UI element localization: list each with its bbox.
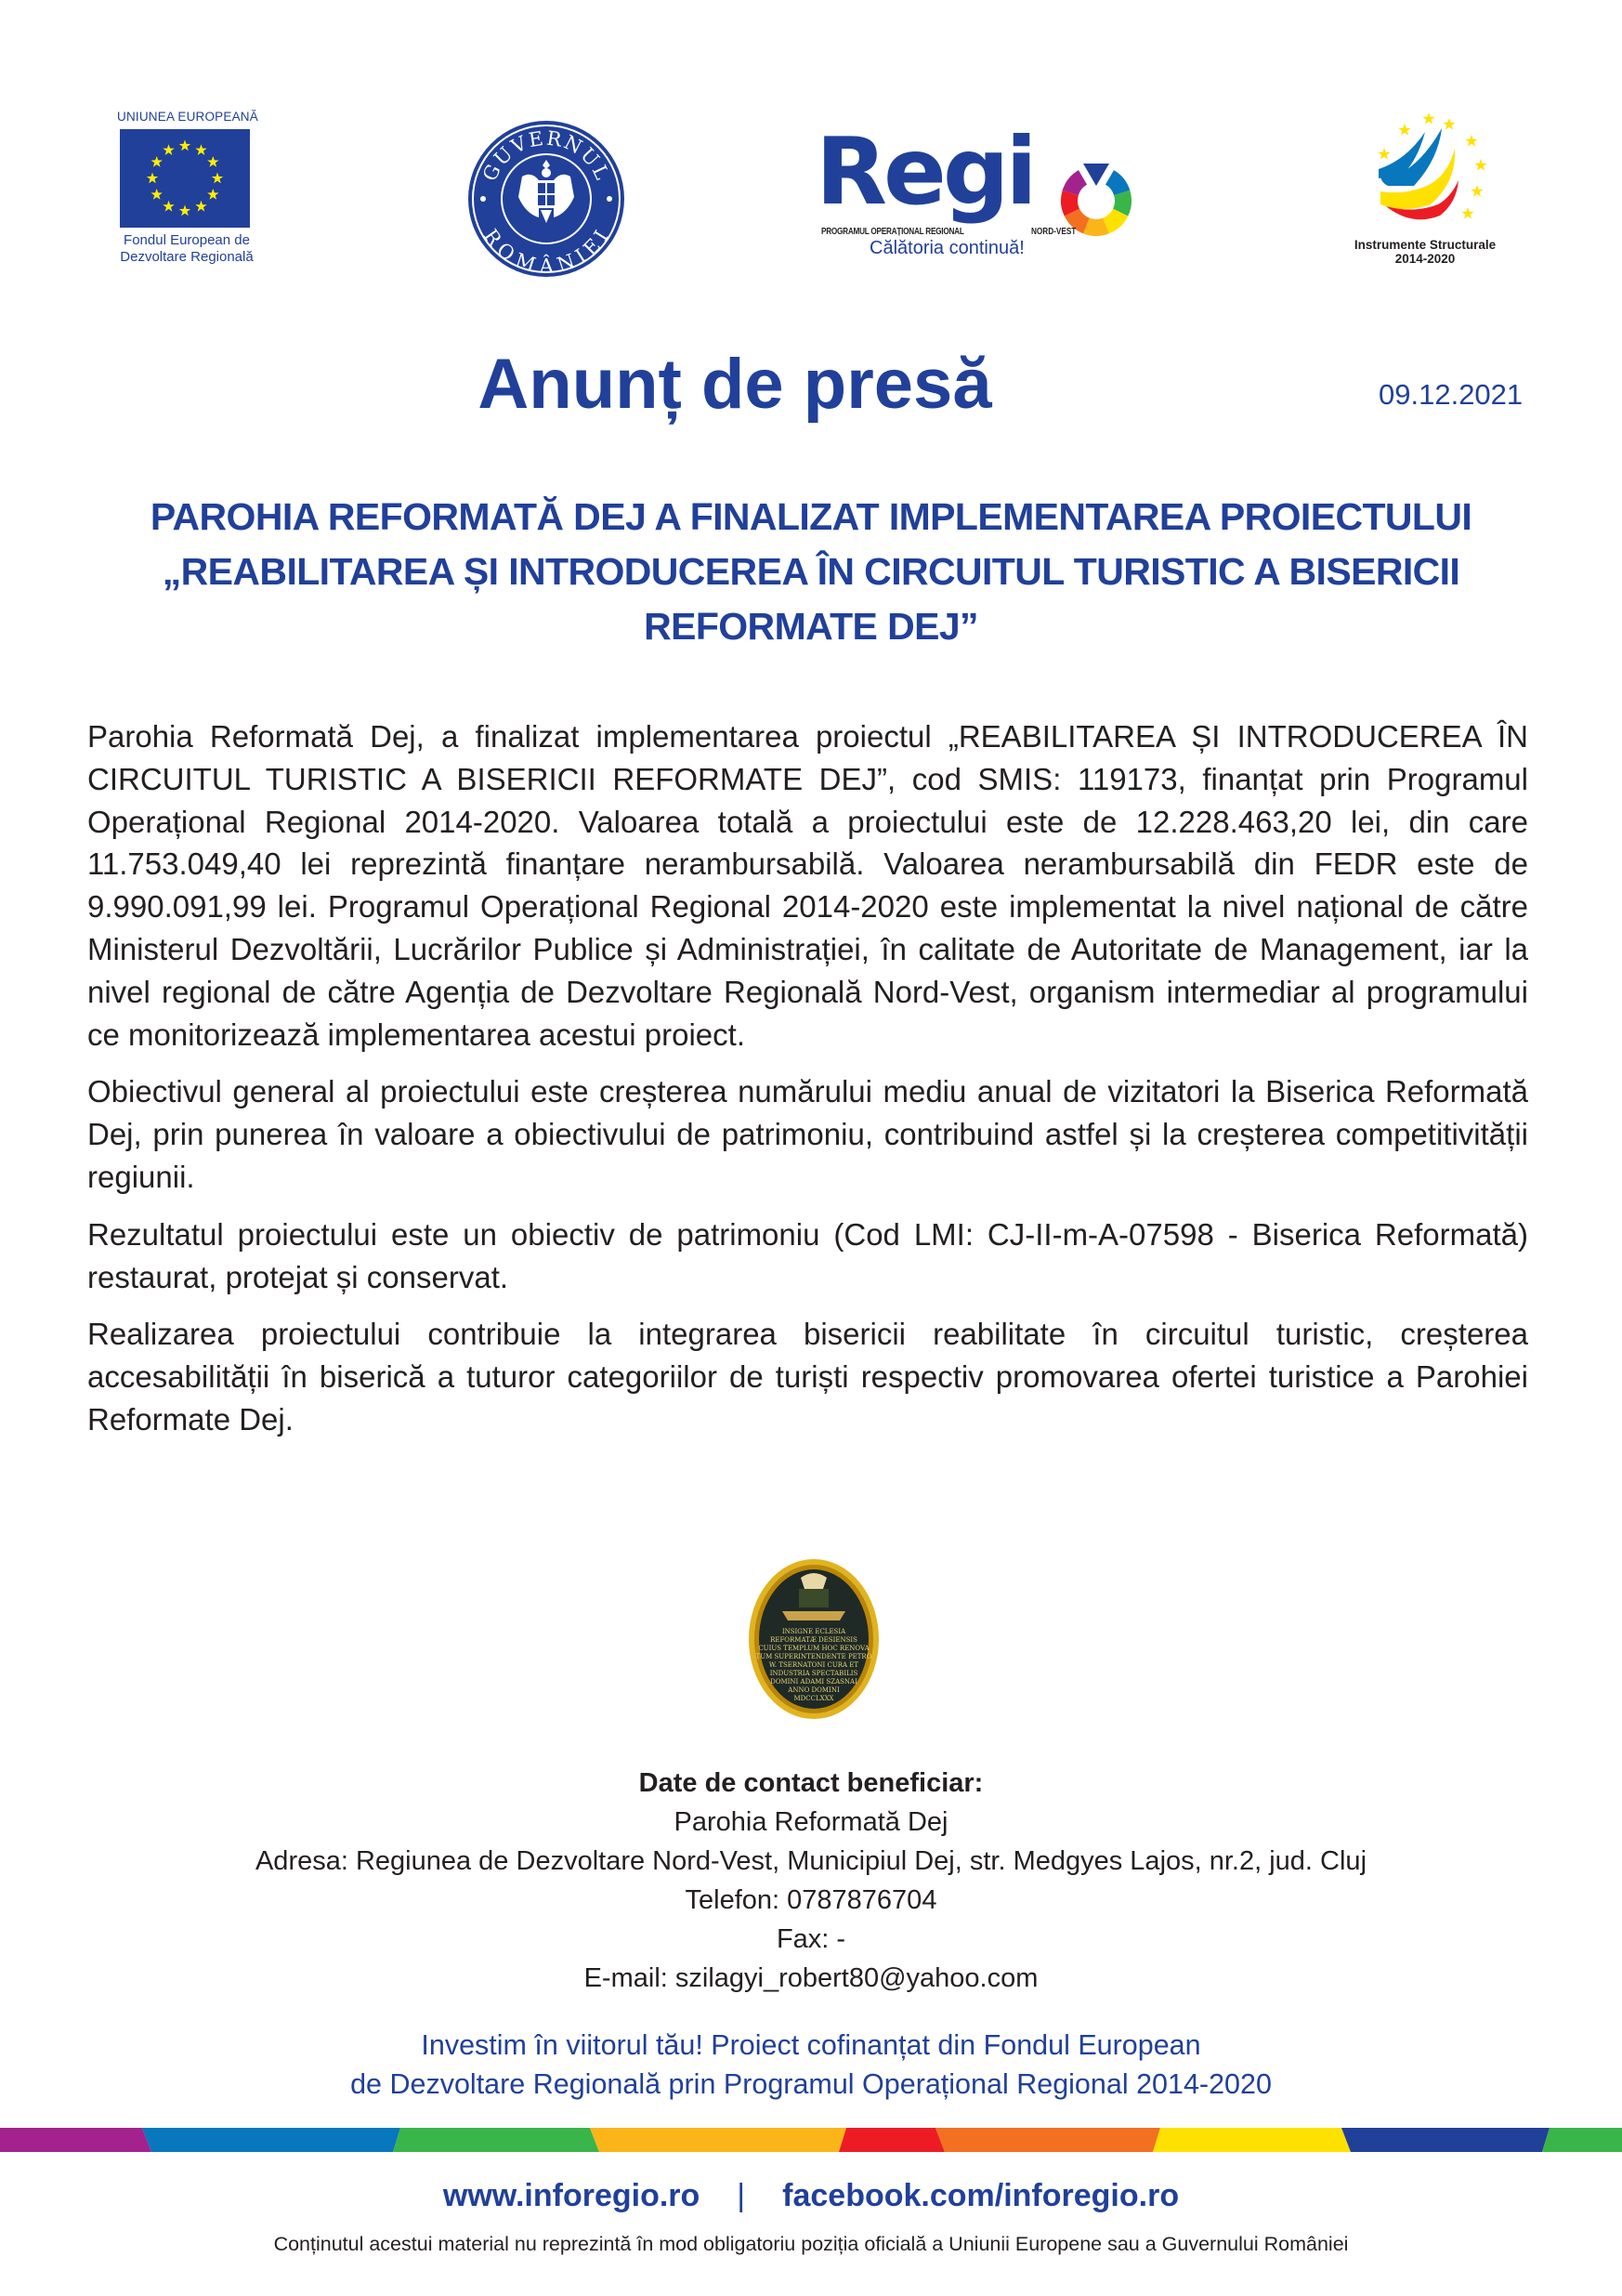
government-of-romania-logo <box>466 119 626 279</box>
eu-logo-top-text: UNIUNEA EUROPEANĂ <box>117 110 258 124</box>
eu-star-icon <box>195 201 206 212</box>
headline: PAROHIA REFORMATĂ DEJ A FINALIZAT IMPLEMENTAREA PROIECTULUI „REABILITAREA ȘI INTRODUCEREA ÎN CIRCUITUL TURISTIC A BISERICII REFORMATE DEJ” <box>150 495 1472 648</box>
eu-star-icon <box>163 201 174 212</box>
eu-star-icon <box>212 173 223 184</box>
regio-subtitle-left: PROGRAMUL OPERAȚIONAL REGIONAL <box>821 227 964 237</box>
seal-inscription-line: INSIGNE ECLESIA <box>781 1628 846 1635</box>
body-text <box>87 715 1528 1456</box>
contact-heading: Date de contact beneficiar: <box>638 1768 984 1798</box>
body-paragraph: Rezultatul proiectului este un obiectiv de patrimoniu (Cod LMI: CJ-II-m-A-07598 - Biserica Reformată) restaurat, protejat și conservat. <box>87 1216 1528 1294</box>
contact-block <box>0 1764 1622 1998</box>
body-paragraph: Realizarea proiectului contribuie la integrarea bisericii reabilitate în circuitul turistic, creșterea accesabilității în biserică a tuturor categoriilor de turiști respectiv promovarea ofertei turistice a Parohiei Reformate Dej. <box>87 1317 1528 1437</box>
star-icon <box>1378 148 1390 160</box>
seal-inscription-line: MDCCLXXX <box>793 1695 834 1702</box>
facebook-link[interactable]: facebook.com/inforegio.ro <box>782 2178 1180 2213</box>
body-paragraph: Parohia Reformată Dej, a finalizat implementarea proiectul „REABILITAREA ȘI INTRODUCEREA ÎN CIRCUITUL TURISTIC A BISERICII REFORMATE DEJ”, cod SMIS: 119173, finanțat prin Programul Operațional Regional 2014-2020. Valoarea totală a proiectului este de 12.228.463,20 lei, din care 11.753.049,40 lei reprezintă finanțare nerambursabilă. Valoarea nerambursabilă din FEDR este de 9.990.091,99 lei. Programul Operațional Regional 2014-2020 este implementat la nivel național de către Ministerul Dezvoltării, Lucrărilor Publice și Administrației, în calitate de Autoritate de Management, iar la nivel regional de către Agenția de Dezvoltare Regională Nord-Vest, organism intermediar al programului ce monitorizează implementarea acestui proiect. <box>87 719 1528 1052</box>
eu-logo-fund-line1: Fondul European de <box>124 232 250 248</box>
structural-instruments-logo <box>1332 104 1518 271</box>
stripe-segment <box>1341 2128 1550 2152</box>
eu-logo <box>117 110 277 266</box>
stripe-segment <box>0 2128 151 2152</box>
star-icon <box>1443 118 1455 130</box>
star-icon <box>1474 159 1486 171</box>
regio-tagline: Călătoria continuă! <box>870 238 1025 258</box>
structural-instruments-emblem-icon <box>1332 104 1518 234</box>
seal-inscription-line: REFORMATÆ DESIENSIS <box>770 1636 857 1644</box>
contact-name: Parohia Reformată Dej <box>674 1807 948 1837</box>
star-icon <box>1465 135 1477 147</box>
eu-star-icon <box>207 189 218 200</box>
star-icon <box>1398 124 1410 136</box>
church-seal-image <box>745 1555 883 1723</box>
seal-inscription-line: INDUSTRIA SPECTABILIS <box>769 1670 858 1677</box>
contact-phone: Telefon: 0787876704 <box>685 1885 937 1915</box>
funding-statement-line1: Investim în viitorul tău! Proiect cofinanțat din Fondul European <box>421 2029 1201 2061</box>
contact-address: Adresa: Regiunea de Dezvoltare Nord-Vest, Municipiul Dej, str. Medgyes Lajos, nr.2, jud. Cluj <box>255 1846 1367 1876</box>
structural-instruments-line1: Instrumente Structurale <box>1354 238 1497 252</box>
contact-fax: Fax: - <box>776 1924 846 1954</box>
rainbow-stripe <box>0 2128 1622 2152</box>
eu-star-icon <box>179 140 190 151</box>
footer-link-separator: | <box>737 2178 746 2213</box>
structural-instruments-text <box>1332 238 1518 266</box>
stripe-segment <box>142 2128 400 2152</box>
star-icon <box>1471 185 1483 197</box>
regio-subtitle-right: NORD-VEST <box>1031 227 1077 237</box>
stripe-segment <box>1153 2128 1351 2152</box>
seal-inscription-line: W. TSERNATONI CURA ET <box>768 1661 859 1669</box>
gov-logo-bottom-text: ROMÂNIEI <box>478 225 614 278</box>
star-icon <box>1461 207 1473 219</box>
seal-inscription-line: DOMINI ADAMI SZASNAI <box>770 1678 857 1686</box>
stripe-segment <box>393 2128 599 2152</box>
seal-inscription-line: ANNO DOMINI <box>788 1686 840 1694</box>
star-icon <box>1422 112 1434 125</box>
eu-star-icon <box>151 189 163 200</box>
stripe-segment <box>839 2128 945 2152</box>
eu-logo-bottom-text <box>117 232 256 266</box>
eu-logo-fund-line2: Dezvoltare Regională <box>120 249 254 265</box>
funding-statement <box>0 2026 1622 2104</box>
eu-star-icon <box>195 144 206 155</box>
footer-links <box>0 2178 1622 2214</box>
contact-email: E-mail: szilagyi_robert80@yahoo.com <box>583 1963 1039 1993</box>
seal-inscription-line: TUM SUPERINTENDENTE PETRO <box>755 1653 872 1660</box>
stripe-segment <box>1542 2128 1622 2152</box>
eu-star-icon <box>163 144 174 155</box>
eu-star-icon <box>147 173 158 184</box>
stripe-segment <box>935 2128 1160 2152</box>
stripe-segment <box>590 2128 846 2152</box>
structural-instruments-line2: 2014-2020 <box>1394 252 1456 266</box>
body-paragraph: Obiectivul general al proiectului este creșterea numărului mediu anual de vizitatori la Biserica Reformată Dej, prin punerea în valoare a obiectivului de patrimoniu, contribuind astfel și la creșterea competitivității regiunii. <box>87 1074 1528 1194</box>
regio-triangle-icon <box>1083 164 1109 186</box>
funding-statement-line2: de Dezvoltare Regională prin Programul Operațional Regional 2014-2020 <box>350 2068 1272 2100</box>
page-title-text: Anunț de presă <box>477 345 992 424</box>
eu-star-icon <box>207 156 218 167</box>
gov-logo-top-text: GUVERNUL <box>477 126 615 185</box>
eu-star-icon <box>151 156 163 167</box>
press-release-date: 09.12.2021 <box>1379 378 1524 411</box>
eu-flag-icon <box>120 129 250 228</box>
website-link[interactable]: www.inforegio.ro <box>442 2178 700 2213</box>
eu-star-icon <box>179 205 190 216</box>
seal-inscription-line: CUIUS TEMPLUM HOC RENOVA <box>758 1645 870 1652</box>
regio-logo <box>816 117 1150 268</box>
disclaimer: Conținutul acestui material nu reprezintă în mod obligatoriu poziția oficială a Uniunii Europene sau a Guvernului României <box>273 2233 1349 2255</box>
regio-wordmark: Regi <box>816 117 1034 226</box>
